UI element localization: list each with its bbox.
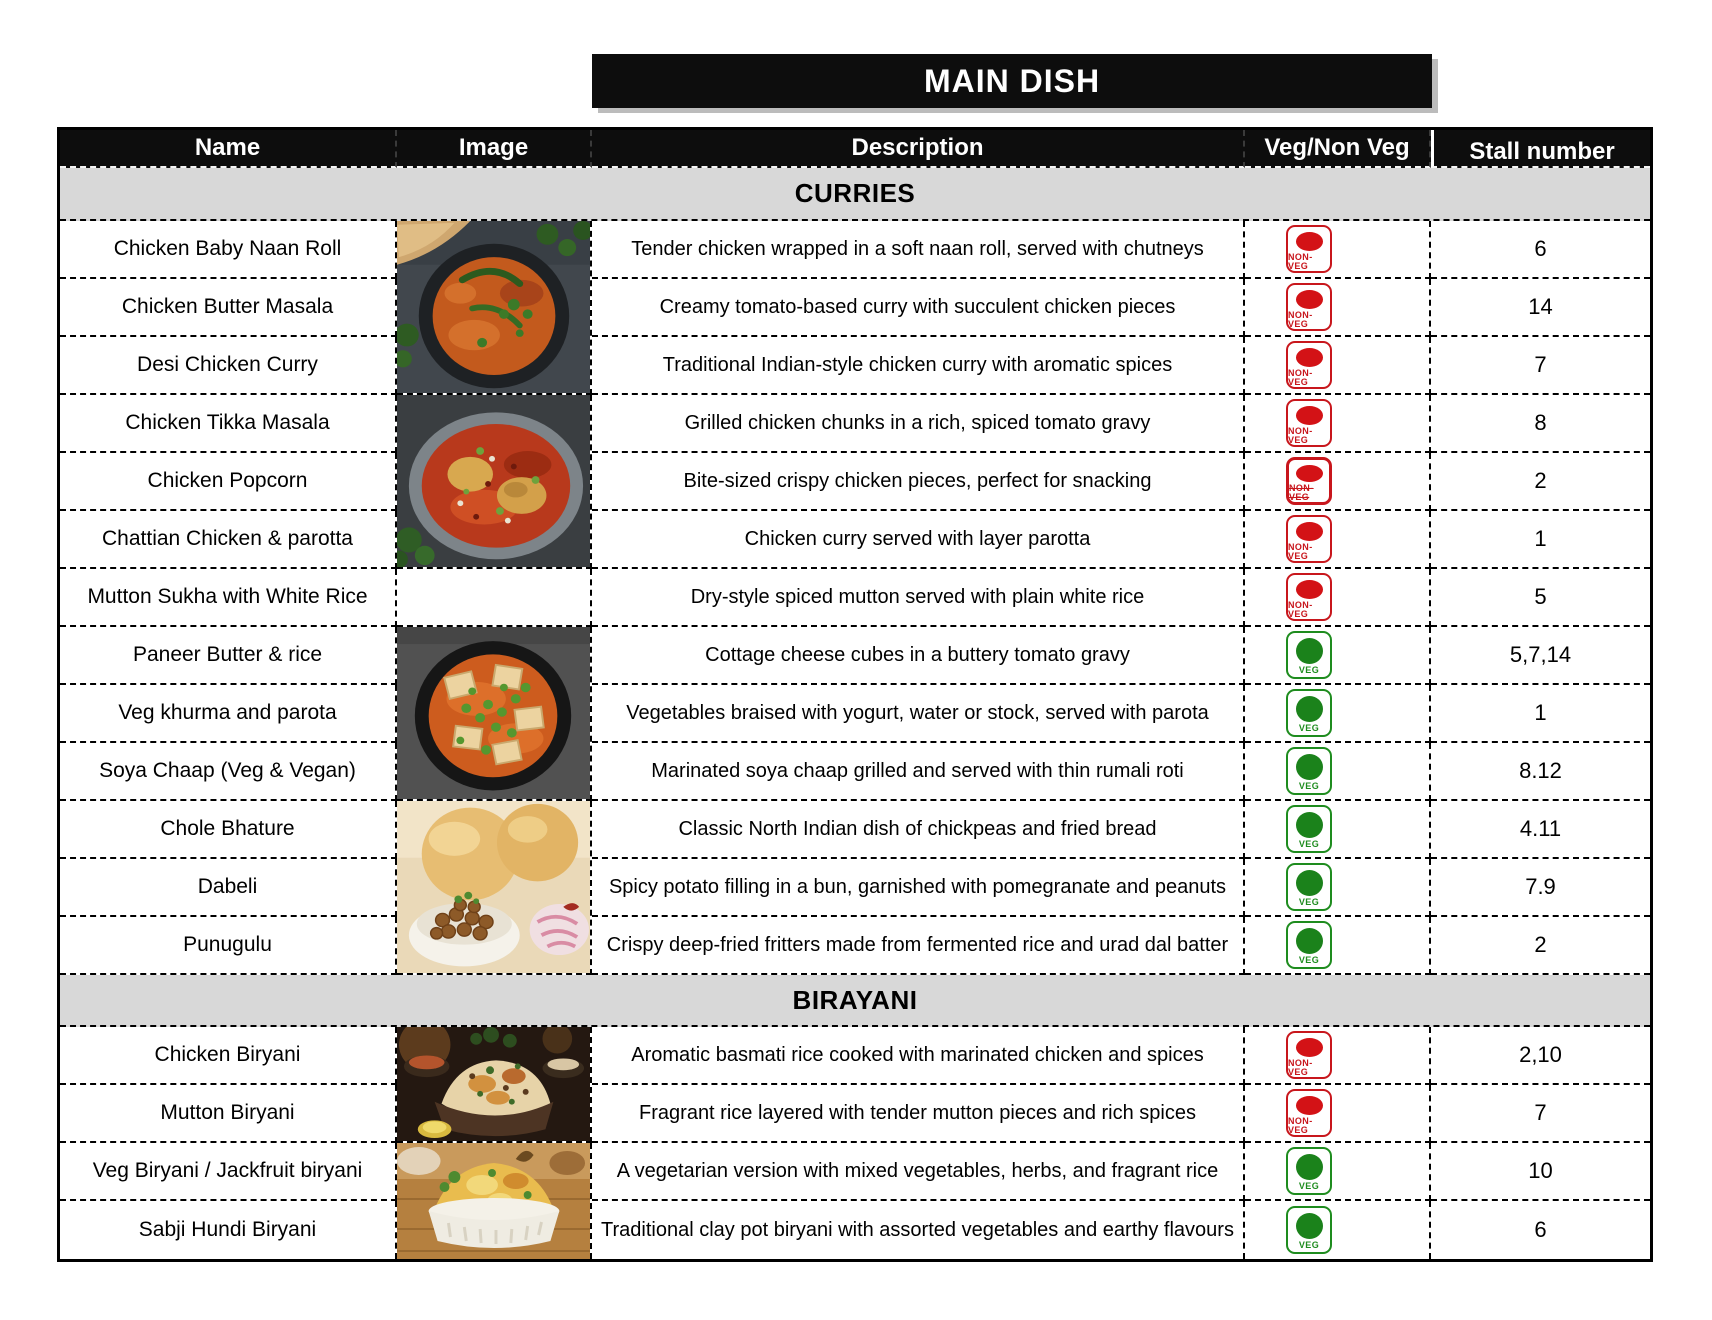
veg-status-dot-icon xyxy=(1296,465,1323,482)
dish-description: Crispy deep-fried fritters made from fermented rice and urad dal batter xyxy=(592,917,1245,975)
stall-number: 1 xyxy=(1431,511,1650,569)
stall-number: 7.9 xyxy=(1431,859,1650,917)
dish-name: Desi Chicken Curry xyxy=(60,337,397,395)
veg-status-label: VEG xyxy=(1298,665,1320,675)
veg-status-label: NON-VEG xyxy=(1288,1116,1313,1135)
nonveg-badge-icon xyxy=(1286,283,1332,331)
stall-number: 2,10 xyxy=(1431,1027,1650,1085)
stall-number: 14 xyxy=(1431,279,1650,337)
dish-name: Mutton Sukha with White Rice xyxy=(60,569,397,627)
butter-chicken-curry-photo xyxy=(397,221,592,395)
nonveg-badge-icon xyxy=(1286,457,1332,505)
veg-status-dot-icon xyxy=(1296,406,1323,425)
veg-indicator-cell xyxy=(1245,685,1431,743)
veg-badge-icon xyxy=(1286,1206,1332,1254)
dish-description: Creamy tomato-based curry with succulent chicken pieces xyxy=(592,279,1245,337)
paneer-butter-masala-photo xyxy=(397,627,592,801)
veg-indicator-cell xyxy=(1245,1143,1431,1201)
dish-name: Chattian Chicken & parotta xyxy=(60,511,397,569)
veg-indicator-cell xyxy=(1245,395,1431,453)
dish-name: Chicken Tikka Masala xyxy=(60,395,397,453)
dish-description: Traditional Indian-style chicken curry with aromatic spices xyxy=(592,337,1245,395)
veg-status-dot-icon xyxy=(1296,348,1323,367)
veg-status-dot-icon xyxy=(1296,1154,1323,1180)
dish-description: Marinated soya chaap grilled and served with thin rumali roti xyxy=(592,743,1245,801)
veg-status-dot-icon xyxy=(1296,1038,1323,1057)
stall-number: 5,7,14 xyxy=(1431,627,1650,685)
menu-table xyxy=(57,127,1653,1262)
veg-indicator-cell xyxy=(1245,1201,1431,1259)
dish-description: Cottage cheese cubes in a buttery tomato gravy xyxy=(592,627,1245,685)
stall-number: 7 xyxy=(1431,1085,1650,1143)
veg-status-label: VEG xyxy=(1298,1240,1320,1250)
veg-status-dot-icon xyxy=(1296,638,1323,664)
dish-description: Bite-sized crispy chicken pieces, perfect for snacking xyxy=(592,453,1245,511)
dish-description: Aromatic basmati rice cooked with marinated chicken and spices xyxy=(592,1027,1245,1085)
veg-status-dot-icon xyxy=(1296,754,1323,780)
column-header-name: Name xyxy=(60,130,397,168)
stall-number: 4.11 xyxy=(1431,801,1650,859)
veg-badge-icon xyxy=(1286,805,1332,853)
stall-number: 7 xyxy=(1431,337,1650,395)
dish-description: Fragrant rice layered with tender mutton pieces and rich spices xyxy=(592,1085,1245,1143)
dish-name: Dabeli xyxy=(60,859,397,917)
dish-name: Soya Chaap (Veg & Vegan) xyxy=(60,743,397,801)
dish-description: Chicken curry served with layer parotta xyxy=(592,511,1245,569)
stall-number: 8 xyxy=(1431,395,1650,453)
veg-indicator-cell xyxy=(1245,743,1431,801)
veg-badge-icon xyxy=(1286,747,1332,795)
dish-name: Chole Bhature xyxy=(60,801,397,859)
dish-description: Spicy potato filling in a bun, garnished with pomegranate and peanuts xyxy=(592,859,1245,917)
veg-status-dot-icon xyxy=(1296,928,1323,954)
dish-description: Dry-style spiced mutton served with plain white rice xyxy=(592,569,1245,627)
dish-name: Chicken Popcorn xyxy=(60,453,397,511)
veg-status-label: VEG xyxy=(1298,839,1320,849)
no-image xyxy=(397,569,592,627)
veg-status-label: NON-VEG xyxy=(1288,368,1313,387)
veg-status-label: VEG xyxy=(1298,1181,1320,1191)
dish-name: Punugulu xyxy=(60,917,397,975)
dish-description: Grilled chicken chunks in a rich, spiced tomato gravy xyxy=(592,395,1245,453)
dish-description: Traditional clay pot biryani with assorted vegetables and earthy flavours xyxy=(592,1201,1245,1259)
dish-description: Classic North Indian dish of chickpeas and fried bread xyxy=(592,801,1245,859)
dish-name: Paneer Butter & rice xyxy=(60,627,397,685)
veg-indicator-cell xyxy=(1245,569,1431,627)
veg-status-label: NON-VEG xyxy=(1288,542,1313,561)
veg-badge-icon xyxy=(1286,689,1332,737)
chicken-biryani-photo xyxy=(397,1027,592,1143)
dish-name: Veg Biryani / Jackfruit biryani xyxy=(60,1143,397,1201)
veg-indicator-cell xyxy=(1245,1027,1431,1085)
veg-indicator-cell xyxy=(1245,511,1431,569)
veg-status-label: NON-VEG xyxy=(1288,1058,1313,1077)
dish-description: Vegetables braised with yogurt, water or stock, served with parota xyxy=(592,685,1245,743)
veg-biryani-illustration xyxy=(397,1143,590,1259)
dish-description: A vegetarian version with mixed vegetables, herbs, and fragrant rice xyxy=(592,1143,1245,1201)
veg-status-dot-icon xyxy=(1296,580,1323,599)
dish-name: Sabji Hundi Biryani xyxy=(60,1201,397,1259)
veg-status-label: VEG xyxy=(1298,897,1320,907)
veg-status-dot-icon xyxy=(1296,522,1323,541)
nonveg-badge-icon xyxy=(1286,1089,1332,1137)
veg-biryani-photo xyxy=(397,1143,592,1259)
veg-status-label: NON-VEG xyxy=(1288,310,1313,329)
butter-chicken-curry-illustration xyxy=(397,221,590,393)
page-title: MAIN DISH xyxy=(923,62,1101,99)
section-header-birayani: BIRAYANI xyxy=(60,975,1650,1027)
stall-number: 1 xyxy=(1431,685,1650,743)
dish-name: Chicken Baby Naan Roll xyxy=(60,221,397,279)
chole-bhature-illustration xyxy=(397,801,590,973)
stall-number: 6 xyxy=(1431,1201,1650,1259)
veg-status-label: NON-VEG xyxy=(1289,483,1314,502)
column-header-veg: Veg/Non Veg xyxy=(1245,130,1431,168)
nonveg-badge-icon xyxy=(1286,225,1332,273)
nonveg-badge-icon xyxy=(1286,573,1332,621)
veg-indicator-cell xyxy=(1245,279,1431,337)
chicken-curry-kadai-photo xyxy=(397,395,592,569)
column-header-description: Description xyxy=(592,130,1245,168)
stall-number: 2 xyxy=(1431,917,1650,975)
veg-indicator-cell xyxy=(1245,801,1431,859)
veg-indicator-cell xyxy=(1245,337,1431,395)
dish-name: Chicken Butter Masala xyxy=(60,279,397,337)
veg-status-label: VEG xyxy=(1298,955,1320,965)
veg-status-label: VEG xyxy=(1298,781,1320,791)
nonveg-badge-icon xyxy=(1286,1031,1332,1079)
page-title-bar xyxy=(592,54,1432,108)
veg-status-dot-icon xyxy=(1296,1213,1323,1239)
veg-badge-icon xyxy=(1286,1147,1332,1195)
stall-number: 5 xyxy=(1431,569,1650,627)
column-header-image: Image xyxy=(397,130,592,168)
veg-indicator-cell xyxy=(1245,627,1431,685)
veg-indicator-cell xyxy=(1245,1085,1431,1143)
veg-badge-icon xyxy=(1286,921,1332,969)
veg-indicator-cell xyxy=(1245,859,1431,917)
veg-status-dot-icon xyxy=(1296,1096,1323,1115)
chole-bhature-photo xyxy=(397,801,592,975)
veg-status-label: NON-VEG xyxy=(1288,600,1313,619)
dish-name: Chicken Biryani xyxy=(60,1027,397,1085)
stall-number: 2 xyxy=(1431,453,1650,511)
stall-number: 6 xyxy=(1431,221,1650,279)
veg-badge-icon xyxy=(1286,631,1332,679)
column-header-stall: Stall number xyxy=(1431,130,1650,168)
dish-name: Mutton Biryani xyxy=(60,1085,397,1143)
stall-number: 8.12 xyxy=(1431,743,1650,801)
veg-status-dot-icon xyxy=(1296,696,1323,722)
veg-status-dot-icon xyxy=(1296,232,1323,251)
veg-badge-icon xyxy=(1286,863,1332,911)
veg-status-dot-icon xyxy=(1296,290,1323,309)
veg-status-dot-icon xyxy=(1296,870,1323,896)
section-header-curries: CURRIES xyxy=(60,168,1650,221)
nonveg-badge-icon xyxy=(1286,515,1332,563)
chicken-curry-kadai-illustration xyxy=(397,395,590,567)
nonveg-badge-icon xyxy=(1286,399,1332,447)
stall-number: 10 xyxy=(1431,1143,1650,1201)
veg-status-label: VEG xyxy=(1298,723,1320,733)
dish-description: Tender chicken wrapped in a soft naan roll, served with chutneys xyxy=(592,221,1245,279)
veg-status-label: NON-VEG xyxy=(1288,426,1313,445)
nonveg-badge-icon xyxy=(1286,341,1332,389)
paneer-butter-masala-illustration xyxy=(397,627,590,799)
dish-name: Veg khurma and parota xyxy=(60,685,397,743)
chicken-biryani-illustration xyxy=(397,1027,590,1141)
veg-indicator-cell xyxy=(1245,917,1431,975)
veg-indicator-cell xyxy=(1245,221,1431,279)
veg-indicator-cell xyxy=(1245,453,1431,511)
veg-status-dot-icon xyxy=(1296,812,1323,838)
veg-status-label: NON-VEG xyxy=(1288,252,1313,271)
